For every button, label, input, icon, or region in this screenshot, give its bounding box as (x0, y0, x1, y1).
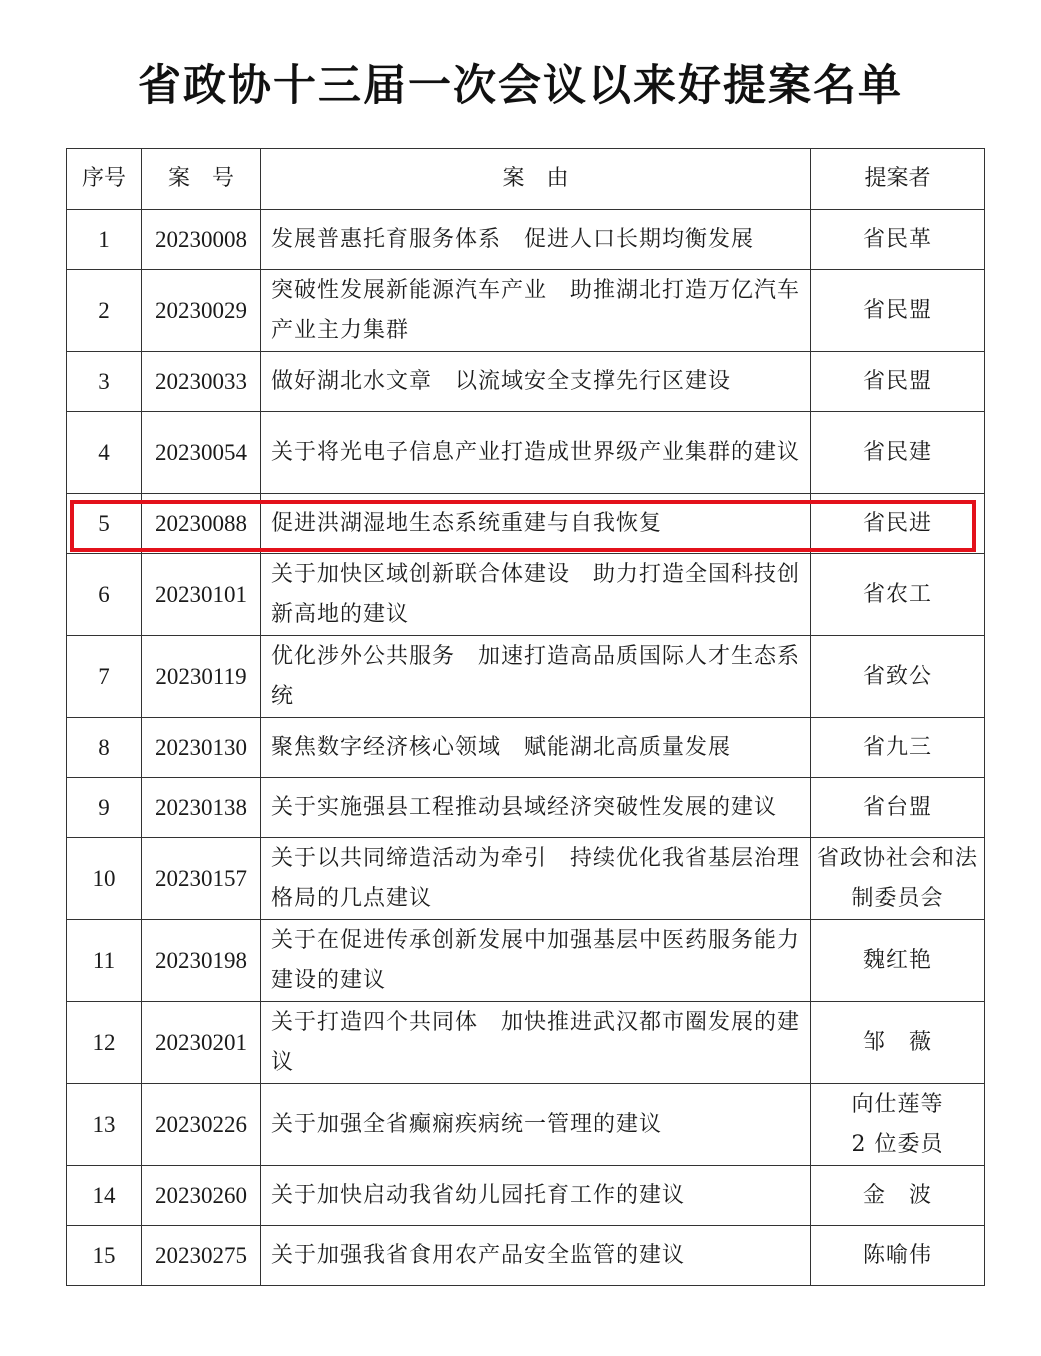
row-proposer: 省农工 (811, 554, 985, 636)
row-proposer: 省九三 (811, 718, 985, 778)
row-index: 10 (67, 838, 142, 920)
row-reason: 关于加快区域创新联合体建设 助力打造全国科技创新高地的建议 (261, 554, 811, 636)
table-row (67, 1226, 985, 1286)
row-reason: 促进洪湖湿地生态系统重建与自我恢复 (261, 494, 811, 554)
row-case-no: 20230138 (142, 778, 261, 838)
row-reason: 突破性发展新能源汽车产业 助推湖北打造万亿汽车产业主力集群 (261, 270, 811, 352)
table-row (67, 352, 985, 412)
row-case-no: 20230198 (142, 920, 261, 1002)
row-index: 5 (67, 494, 142, 554)
table-row-highlighted (67, 494, 985, 554)
table-row (67, 1166, 985, 1226)
table-row (67, 636, 985, 718)
row-reason: 关于加强我省食用农产品安全监管的建议 (261, 1226, 811, 1286)
table-row (67, 554, 985, 636)
row-case-no: 20230054 (142, 412, 261, 494)
row-reason: 关于实施强县工程推动县域经济突破性发展的建议 (261, 778, 811, 838)
row-index: 14 (67, 1166, 142, 1226)
table-row (67, 920, 985, 1002)
row-case-no: 20230029 (142, 270, 261, 352)
table-row (67, 838, 985, 920)
row-index: 7 (67, 636, 142, 718)
row-proposer: 陈喻伟 (811, 1226, 985, 1286)
row-index: 4 (67, 412, 142, 494)
row-case-no: 20230226 (142, 1084, 261, 1166)
row-reason: 优化涉外公共服务 加速打造高品质国际人才生态系统 (261, 636, 811, 718)
header-case-no: 案 号 (142, 149, 261, 210)
header-proposer: 提案者 (811, 149, 985, 210)
row-index: 8 (67, 718, 142, 778)
row-proposer: 省台盟 (811, 778, 985, 838)
row-proposer: 魏红艳 (811, 920, 985, 1002)
row-reason: 关于加快启动我省幼儿园托育工作的建议 (261, 1166, 811, 1226)
row-reason: 聚焦数字经济核心领域 赋能湖北高质量发展 (261, 718, 811, 778)
header-index: 序号 (67, 149, 142, 210)
row-proposer: 金 波 (811, 1166, 985, 1226)
row-index: 6 (67, 554, 142, 636)
table-row (67, 718, 985, 778)
row-proposer: 邹 薇 (811, 1002, 985, 1084)
row-index: 1 (67, 210, 142, 270)
row-index: 13 (67, 1084, 142, 1166)
row-proposer: 省民建 (811, 412, 985, 494)
row-proposer: 省民盟 (811, 352, 985, 412)
row-index: 15 (67, 1226, 142, 1286)
table-row (67, 270, 985, 352)
table-row (67, 1084, 985, 1166)
row-case-no: 20230260 (142, 1166, 261, 1226)
row-case-no: 20230275 (142, 1226, 261, 1286)
row-case-no: 20230130 (142, 718, 261, 778)
row-case-no: 20230157 (142, 838, 261, 920)
row-index: 12 (67, 1002, 142, 1084)
row-case-no: 20230101 (142, 554, 261, 636)
table-header-row (67, 149, 985, 210)
row-reason: 关于在促进传承创新发展中加强基层中医药服务能力建设的建议 (261, 920, 811, 1002)
row-reason: 关于打造四个共同体 加快推进武汉都市圈发展的建议 (261, 1002, 811, 1084)
header-reason: 案 由 (261, 149, 811, 210)
row-case-no: 20230033 (142, 352, 261, 412)
row-index: 9 (67, 778, 142, 838)
row-reason: 关于以共同缔造活动为牵引 持续优化我省基层治理格局的几点建议 (261, 838, 811, 920)
proposal-table (66, 148, 985, 1286)
row-proposer: 省民盟 (811, 270, 985, 352)
row-case-no: 20230119 (142, 636, 261, 718)
row-reason: 发展普惠托育服务体系 促进人口长期均衡发展 (261, 210, 811, 270)
row-proposer: 省民革 (811, 210, 985, 270)
row-proposer: 向仕莲等 2 位委员 (811, 1084, 985, 1166)
row-case-no: 20230088 (142, 494, 261, 554)
row-reason: 做好湖北水文章 以流域安全支撑先行区建设 (261, 352, 811, 412)
row-index: 2 (67, 270, 142, 352)
table-row (67, 412, 985, 494)
row-index: 11 (67, 920, 142, 1002)
row-case-no: 20230201 (142, 1002, 261, 1084)
row-proposer: 省民进 (811, 494, 985, 554)
table-row (67, 778, 985, 838)
page-title: 省政协十三届一次会议以来好提案名单 (138, 61, 903, 111)
row-proposer: 省政协社会和法制委员会 (811, 838, 985, 920)
row-index: 3 (67, 352, 142, 412)
row-case-no: 20230008 (142, 210, 261, 270)
table-row (67, 210, 985, 270)
row-proposer: 省致公 (811, 636, 985, 718)
row-reason: 关于将光电子信息产业打造成世界级产业集群的建议 (261, 412, 811, 494)
row-reason: 关于加强全省癫痫疾病统一管理的建议 (261, 1084, 811, 1166)
table-row (67, 1002, 985, 1084)
